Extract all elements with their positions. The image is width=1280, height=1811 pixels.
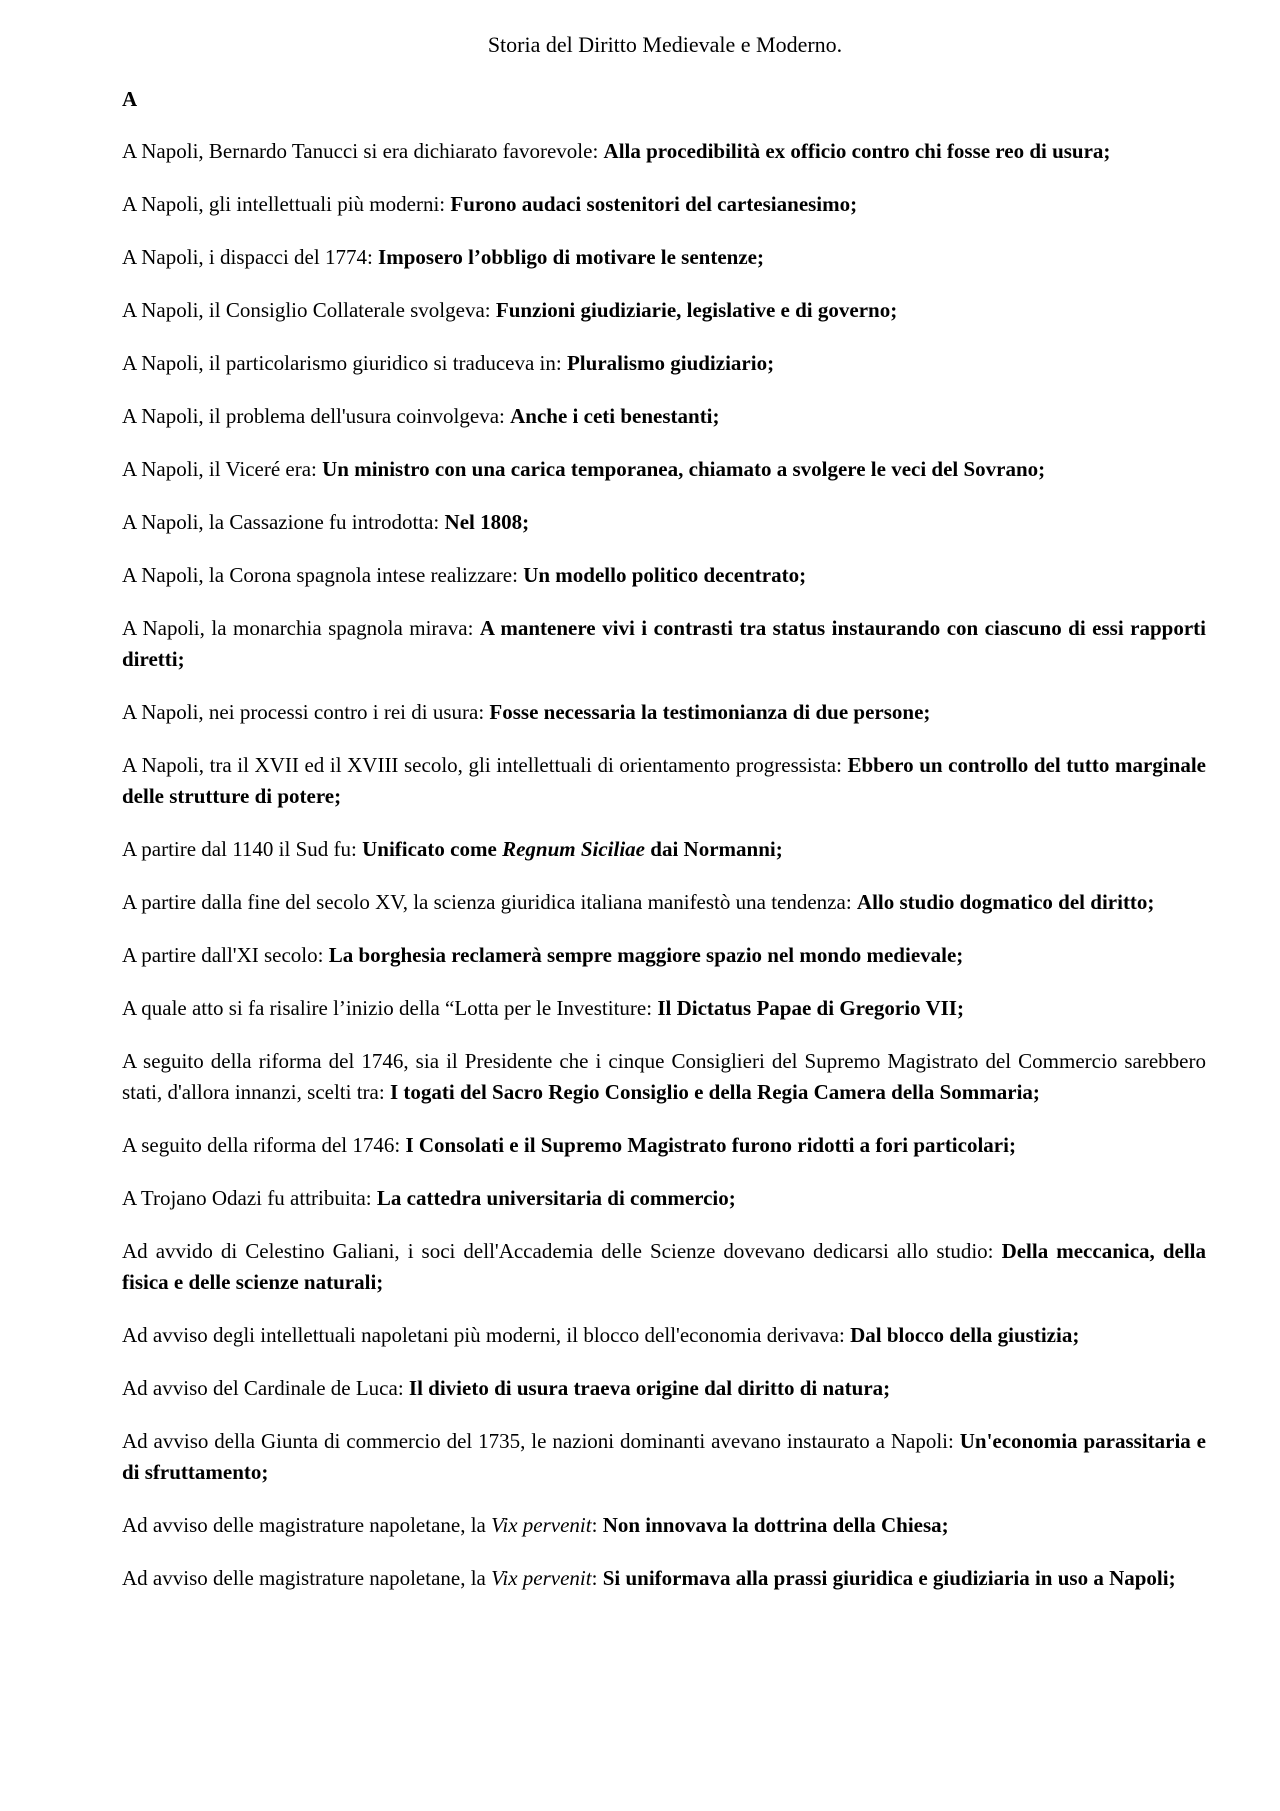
list-item — [122, 834, 1206, 865]
entry-answer: Si uniformava alla prassi giuridica e giudiziaria in uso a Napoli; — [602, 1566, 1176, 1590]
entry-answer: Ebbero un controllo del tutto marginale delle strutture di potere; — [122, 753, 1206, 808]
entry-question-part: Ad avviso delle magistrature napoletane, la — [122, 1566, 492, 1590]
list-item — [122, 613, 1206, 675]
entry-question: A Napoli, Bernardo Tanucci si era dichiarato favorevole: — [122, 139, 604, 163]
entry-answer: Un'economia parassitaria e di sfruttamento; — [122, 1429, 1206, 1484]
entry-question: A Napoli, la Corona spagnola intese realizzare: — [122, 563, 524, 587]
entry-list — [122, 136, 1206, 1616]
entry-question-part: Ad avviso delle magistrature napoletane, la — [122, 1513, 492, 1537]
list-item — [122, 295, 1206, 326]
entry-question: Ad avviso del Cardinale de Luca: — [122, 1376, 409, 1400]
entry-answer: La cattedra universitaria di commercio; — [376, 1186, 736, 1210]
entry-answer — [362, 837, 783, 861]
entry-question: A Napoli, nei processi contro i rei di usura: — [122, 700, 490, 724]
list-item — [122, 1320, 1206, 1351]
list-item — [122, 348, 1206, 379]
entry-question: A Napoli, la monarchia spagnola mirava: — [122, 616, 480, 640]
list-item — [122, 1236, 1206, 1298]
entry-question: A quale atto si fa risalire l’inizio della “Lotta per le Investiture: — [122, 996, 658, 1020]
list-item — [122, 697, 1206, 728]
entry-question: A Napoli, il Consiglio Collaterale svolgeva: — [122, 298, 496, 322]
list-item — [122, 1183, 1206, 1214]
entry-answer: Imposero l’obbligo di motivare le sentenze; — [378, 245, 764, 269]
entry-answer: Il Dictatus Papae di Gregorio VII; — [657, 996, 964, 1020]
list-item — [122, 560, 1206, 591]
list-item — [122, 1130, 1206, 1161]
entry-question-part: : — [591, 1566, 603, 1590]
entry-question: A Napoli, tra il XVII ed il XVIII secolo, gli intellettuali di orientamento progressista: — [122, 753, 848, 777]
entry-answer: Un ministro con una carica temporanea, chiamato a svolgere le veci del Sovrano; — [322, 457, 1046, 481]
entry-question: Ad avviso della Giunta di commercio del 1735, le nazioni dominanti avevano instaurato a Napoli: — [122, 1429, 960, 1453]
list-item — [122, 1426, 1206, 1488]
entry-answer: Il divieto di usura traeva origine dal diritto di natura; — [408, 1376, 891, 1400]
entry-answer: Anche i ceti benestanti; — [510, 404, 720, 428]
list-item — [122, 507, 1206, 538]
entry-question: A partire dall'XI secolo: — [122, 943, 329, 967]
list-item — [122, 1563, 1206, 1594]
list-item — [122, 454, 1206, 485]
entry-question: A Napoli, il problema dell'usura coinvolgeva: — [122, 404, 511, 428]
list-item — [122, 1046, 1206, 1108]
entry-question — [122, 1513, 603, 1537]
page-title: Storia del Diritto Medievale e Moderno. — [487, 32, 843, 57]
list-item — [122, 136, 1206, 167]
entry-answer-part: dai Normanni; — [645, 837, 783, 861]
entry-question: A Napoli, i dispacci del 1774: — [122, 245, 379, 269]
entry-question: A Napoli, il Viceré era: — [122, 457, 323, 481]
entry-answer: Nel 1808; — [444, 510, 530, 534]
entry-question: A Trojano Odazi fu attribuita: — [122, 1186, 377, 1210]
list-item — [122, 1510, 1206, 1541]
section-letter-heading: A — [122, 87, 138, 111]
list-item — [122, 887, 1206, 918]
entry-question: A seguito della riforma del 1746, sia il Presidente che i cinque Consiglieri del Supremo Magistrato del Commercio sarebbero stati, d'allora innanzi, scelti tra: — [122, 1049, 1206, 1104]
entry-question: A partire dalla fine del secolo XV, la scienza giuridica italiana manifestò una tendenza: — [122, 890, 857, 914]
entry-answer: Furono audaci sostenitori del cartesianesimo; — [450, 192, 858, 216]
entry-question: A Napoli, il particolarismo giuridico si traduceva in: — [122, 351, 567, 375]
list-item — [122, 242, 1206, 273]
entry-answer: Dal blocco della giustizia; — [850, 1323, 1080, 1347]
entry-answer: Un modello politico decentrato; — [523, 563, 807, 587]
entry-answer: Funzioni giudiziarie, legislative e di governo; — [495, 298, 898, 322]
list-item — [122, 1373, 1206, 1404]
entry-question: Ad avvido di Celestino Galiani, i soci dell'Accademia delle Scienze dovevano dedicarsi allo studio: — [122, 1239, 1002, 1263]
entry-answer: Non innovava la dottrina della Chiesa; — [602, 1513, 949, 1537]
entry-question-italic: Vix pervenit — [491, 1566, 592, 1590]
entry-question — [122, 1566, 603, 1590]
entry-question-italic: Vix pervenit — [491, 1513, 592, 1537]
entry-question: A partire dal 1140 il Sud fu: — [122, 837, 363, 861]
entry-answer: Fosse necessaria la testimonianza di due persone; — [489, 700, 931, 724]
entry-answer: Della meccanica, della fisica e delle scienze naturali; — [122, 1239, 1206, 1294]
entry-answer: Pluralismo giudiziario; — [566, 351, 775, 375]
entry-question: A Napoli, la Cassazione fu introdotta: — [122, 510, 445, 534]
entry-answer-part: Unificato come — [362, 837, 503, 861]
entry-answer-italic: Regnum Siciliae — [502, 837, 646, 861]
entry-question: A Napoli, gli intellettuali più moderni: — [122, 192, 451, 216]
entry-answer: La borghesia reclamerà sempre maggiore spazio nel mondo medievale; — [328, 943, 964, 967]
list-item — [122, 750, 1206, 812]
list-item — [122, 189, 1206, 220]
entry-answer: I Consolati e il Supremo Magistrato furono ridotti a fori particolari; — [405, 1133, 1016, 1157]
entry-answer: Alla procedibilità ex officio contro chi fosse reo di usura; — [603, 139, 1111, 163]
entry-question: Ad avviso degli intellettuali napoletani più moderni, il blocco dell'economia derivava: — [122, 1323, 851, 1347]
list-item — [122, 993, 1206, 1024]
entry-question: A seguito della riforma del 1746: — [122, 1133, 406, 1157]
list-item — [122, 401, 1206, 432]
entry-answer: Allo studio dogmatico del diritto; — [856, 890, 1155, 914]
entry-question-part: : — [591, 1513, 603, 1537]
entry-answer: A mantenere vivi i contrasti tra status instaurando con ciascuno di essi rapporti diretti; — [122, 616, 1206, 671]
list-item — [122, 940, 1206, 971]
entry-answer: I togati del Sacro Regio Consiglio e della Regia Camera della Sommaria; — [389, 1080, 1040, 1104]
